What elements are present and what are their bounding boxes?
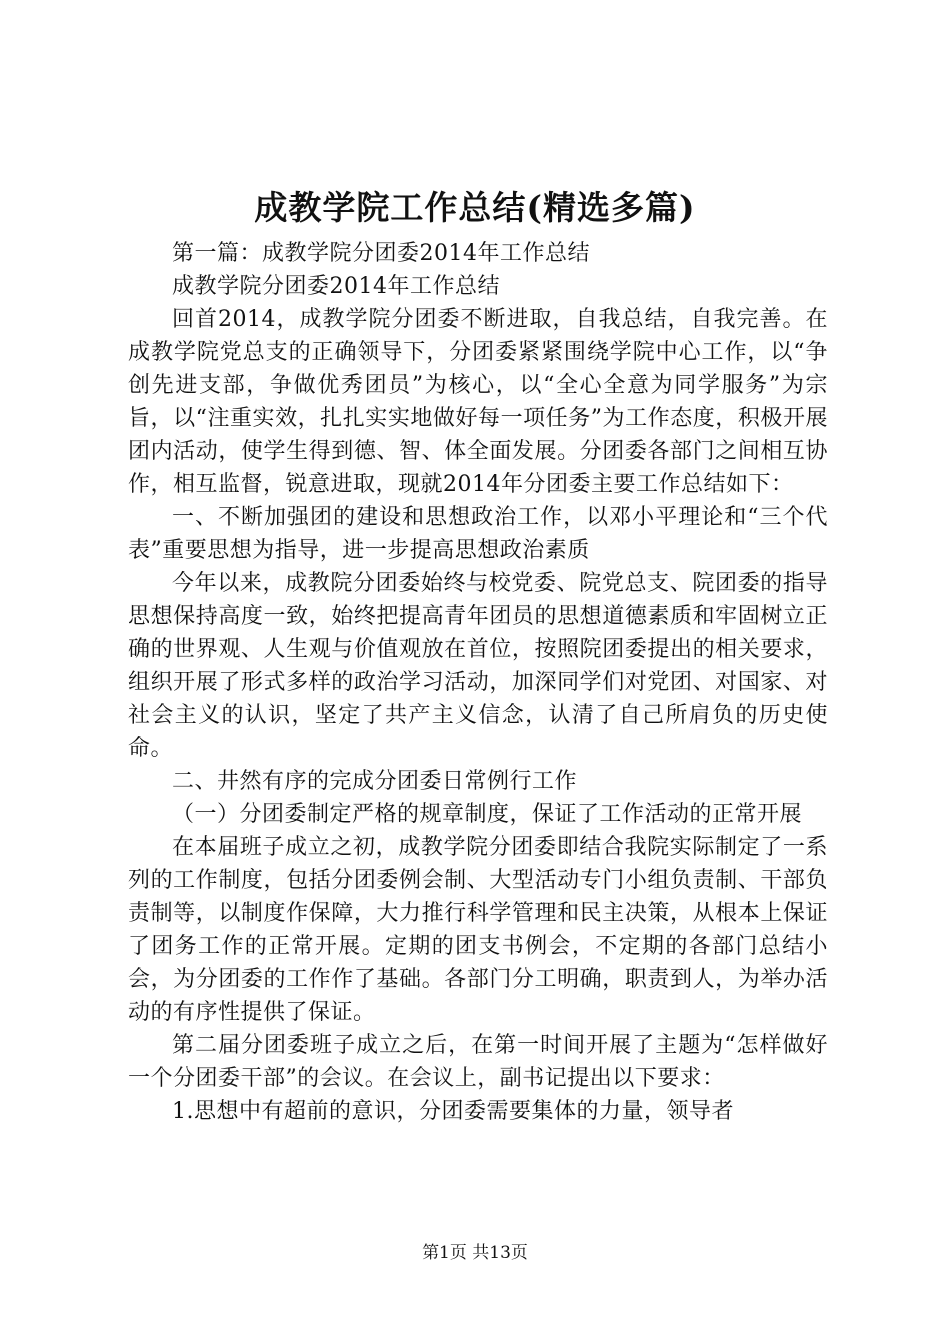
- paragraph-heading-two: 二、井然有序的完成分团委日常例行工作: [172, 769, 578, 794]
- paragraph-heading-one: 一、不断加强团的建设和思想政治工作，以邓小平理论和“三个代表”重要思想为指导，进一步提高思想政治素质: [128, 505, 828, 563]
- document-body: [128, 237, 828, 1128]
- paragraph-second-committee: 第二届分团委班子成立之后，在第一时间开展了主题为“怎样做好一个分团委干部”的会议。在会议上，副书记提出以下要求：: [128, 1033, 828, 1091]
- paragraph-subheading-one: （一）分团委制定严格的规章制度，保证了工作活动的正常开展: [172, 802, 803, 827]
- paragraph-political-work: 今年以来，成教院分团委始终与校党委、院党总支、院团委的指导思想保持高度一致，始终把提高青年团员的思想道德素质和牢固树立正确的世界观、人生观与价值观放在首位，按照院团委提出的相关要求，组织开展了形式多样的政治学习活动，加深同学们对党团、对国家、对社会主义的认识，坚定了共产主义信念，认清了自己所肩负的历史使命。: [128, 571, 828, 761]
- document-title: 成教学院工作总结(精选多篇): [254, 188, 696, 227]
- paragraph-rules: 在本届班子成立之初，成教学院分团委即结合我院实际制定了一系列的工作制度，包括分团委例会制、大型活动专门小组负责制、干部负责制等，以制度作保障，大力推行科学管理和民主决策，从根本上保证了团务工作的正常开展。定期的团支书例会，不定期的各部门总结小会，为分团委的工作作了基础。各部门分工明确，职责到人，为举办活动的有序性提供了保证。: [128, 835, 828, 1025]
- paragraph-list-item-1: 1.思想中有超前的意识，分团委需要集体的力量，领导者: [172, 1099, 734, 1124]
- paragraph-section-heading: 第一篇：成教学院分团委2014年工作总结: [172, 241, 590, 266]
- paragraph-intro: 回首2014，成教学院分团委不断进取，自我总结，自我完善。在成教学院党总支的正确领导下，分团委紧紧围绕学院中心工作，以“争创先进支部，争做优秀团员”为核心，以“全心全意为同学服务”为宗旨，以“注重实效，扎扎实实地做好每一项任务”为工作态度，积极开展团内活动，使学生得到德、智、体全面发展。分团委各部门之间相互协作，相互监督，锐意进取，现就2014年分团委主要工作总结如下：: [128, 307, 828, 497]
- paragraph-subtitle: 成教学院分团委2014年工作总结: [172, 274, 500, 299]
- page-number-footer: 第1页 共13页: [422, 1243, 528, 1263]
